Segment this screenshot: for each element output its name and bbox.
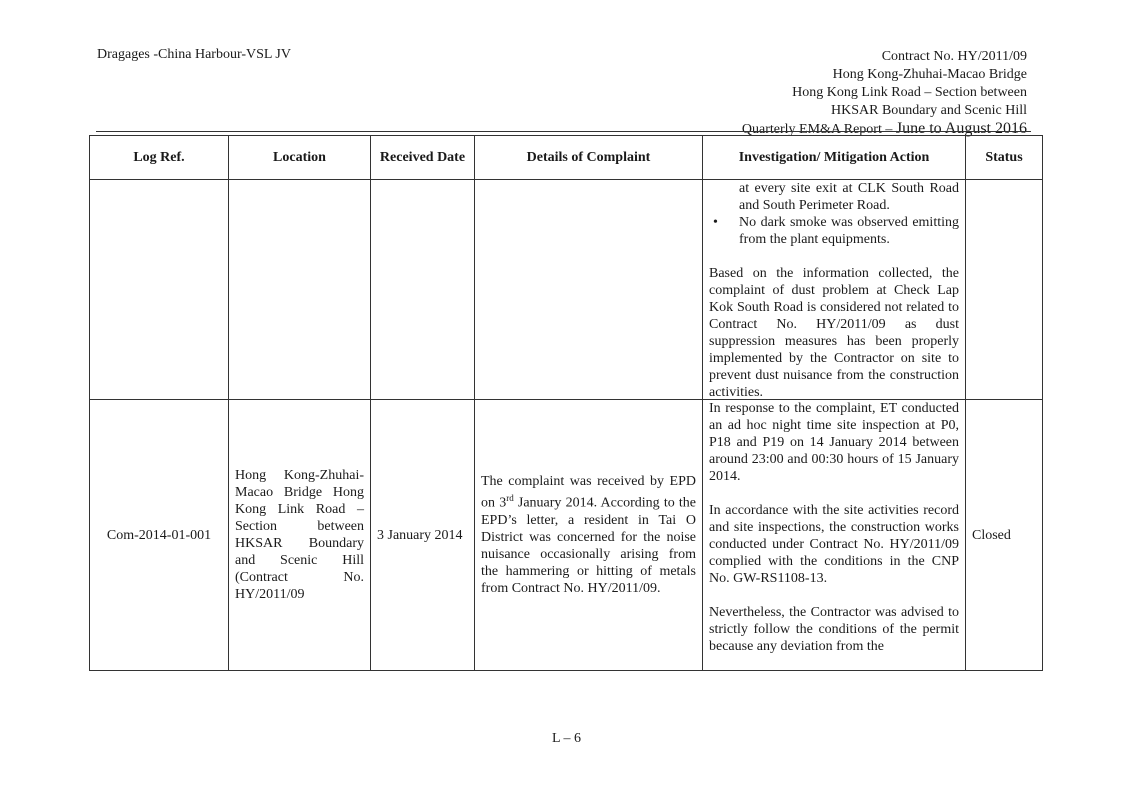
col-header-received-date: Received Date: [371, 136, 475, 180]
received-date-cell: [371, 180, 475, 400]
status-text: Closed: [972, 527, 1011, 543]
table-header-row: [90, 136, 1043, 180]
col-header-status: Status: [966, 136, 1043, 180]
report-title-prefix: Quarterly EM&A Report –: [741, 122, 896, 137]
ordinal-suffix: rd: [506, 493, 514, 504]
measure-list: [709, 180, 959, 248]
received-date-cell: [371, 400, 475, 671]
investigation-conclusion: Based on the information collected, the complaint of dust problem at Check Lap Kok South Road is considered not related to Contract No. HY/2011/09 as dust suppression measures has been properly implemented by the Contractor on site to prevent dust nuisance from the construction activities.: [709, 266, 959, 399]
col-header-investigation: Investigation/ Mitigation Action: [703, 136, 966, 180]
contractor-name: Dragages -China Harbour-VSL JV: [97, 47, 291, 62]
report-header: [742, 48, 1027, 139]
details-cell: [475, 180, 703, 400]
investigation-paragraph: In response to the complaint, ET conducted an ad hoc night time site inspection at P0, P18 and P19 on 14 January 2014 between around 23:00 and 00:30 hours of 15 January 2014.: [709, 401, 959, 484]
complaint-details: [475, 473, 702, 597]
received-date: 3 January 2014: [377, 527, 463, 543]
measure-item-continued: at every site exit at CLK South Road and South Perimeter Road.: [739, 181, 959, 213]
location-cell: [229, 400, 371, 671]
status-cell: [966, 400, 1043, 671]
log-ref-cell: [90, 180, 229, 400]
project-section-end: HKSAR Boundary and Scenic Hill: [831, 103, 1027, 118]
col-header-log-ref: Log Ref.: [90, 136, 229, 180]
complaint-log-table: [89, 135, 1043, 671]
status-cell: [966, 180, 1043, 400]
header-rule: [96, 131, 1031, 132]
col-header-details: Details of Complaint: [475, 136, 703, 180]
log-ref: Com-2014-01-001: [106, 527, 212, 543]
investigation-cell: [703, 180, 966, 400]
investigation-paragraph: Nevertheless, the Contractor was advised to strictly follow the conditions of the permit because any deviation from the: [709, 605, 959, 654]
details-cell: [475, 400, 703, 671]
contract-number: Contract No. HY/2011/09: [881, 49, 1027, 64]
page-number: L – 6: [552, 731, 582, 746]
investigation-paragraph: In accordance with the site activities record and site inspections, the construction works conducted under Contract No. HY/2011/09 complied with the conditions in the CNP No. GW-RS1108-13.: [709, 503, 959, 586]
table-row: [90, 400, 1043, 671]
location-text: Hong Kong-Zhuhai-Macao Bridge Hong Kong Link Road – Section between HKSAR Boundary and Scenic Hill (Contract No. HY/2011/09: [235, 468, 364, 602]
project-name: Hong Kong-Zhuhai-Macao Bridge: [832, 67, 1027, 82]
investigation-cell: [703, 400, 966, 671]
col-header-location: Location: [229, 136, 371, 180]
report-period: June to August 2016: [895, 120, 1027, 137]
log-ref-cell: [90, 400, 229, 671]
complaint-details-part1: The complaint was received by EPD on 3: [481, 474, 696, 511]
location-cell: [229, 180, 371, 400]
measure-item: • No dark smoke was observed emitting from the plant equipments.: [739, 214, 959, 248]
project-section: Hong Kong Link Road – Section between: [792, 85, 1027, 100]
complaint-details-part2: January 2014. According to the EPD’s letter, a resident in Tai O District was concerned for the noise nuisance occasionally arising from the hammering or hitting of metals from Contract No. HY/2011/09.: [481, 495, 697, 596]
table-row: [90, 180, 1043, 400]
